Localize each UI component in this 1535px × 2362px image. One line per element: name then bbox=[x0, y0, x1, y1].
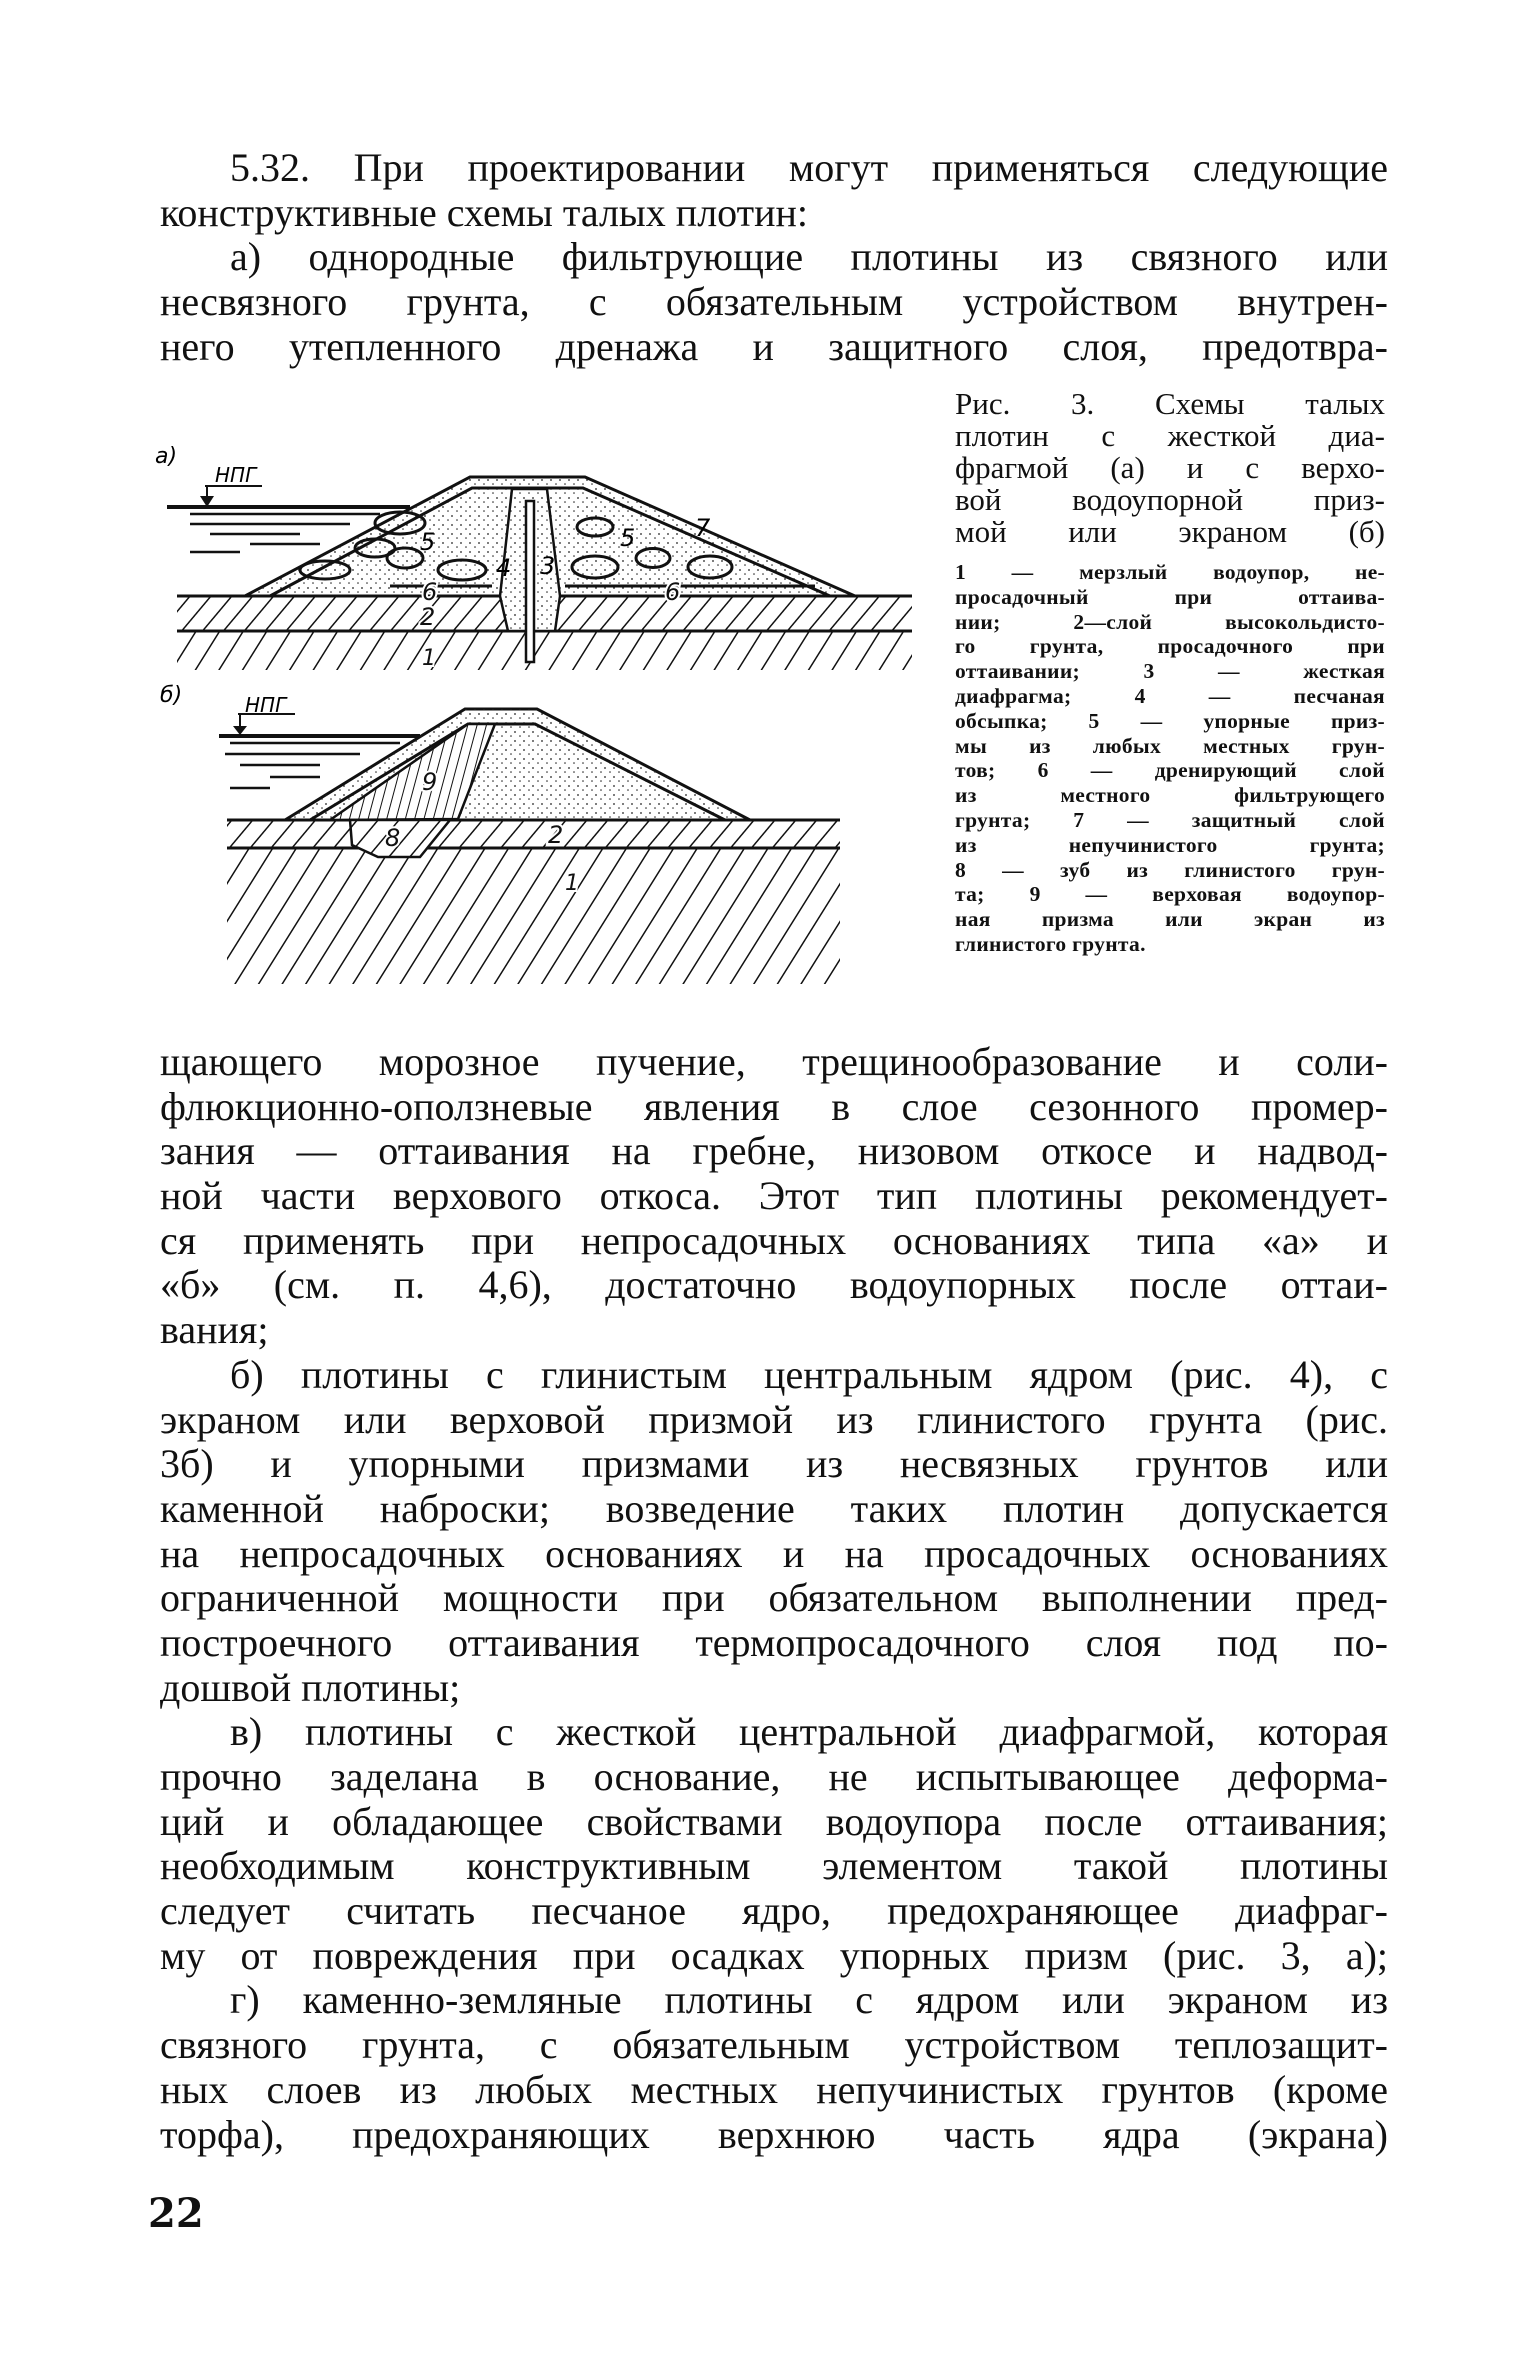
text-line: связного грунта, с обязательным устройством теплозащит- bbox=[160, 2022, 1388, 2068]
text-line: ограниченной мощности при обязательном выполнении пред- bbox=[160, 1575, 1388, 1621]
page-number: 22 bbox=[148, 2190, 204, 2237]
label-5: 5 bbox=[620, 524, 636, 552]
caption-legend bbox=[955, 560, 1385, 957]
label-6: 6 bbox=[422, 578, 438, 606]
text-line: мой или экраном (б) bbox=[955, 514, 1385, 549]
water-level-label: НПГ bbox=[245, 693, 287, 717]
figure-caption bbox=[955, 388, 1385, 957]
text-line: 8 — зуб из глинистого грун- bbox=[955, 857, 1385, 882]
water-level-label: НПГ bbox=[215, 463, 257, 487]
text-line: глинистого грунта. bbox=[955, 931, 1146, 956]
text-line: «б» (см. п. 4,6), достаточно водоупорных после оттаи- bbox=[160, 1262, 1388, 1308]
text-line: оттаивании; 3 — жесткая bbox=[955, 659, 1385, 684]
text-line: обсыпка; 5 — упорные приз- bbox=[955, 708, 1385, 733]
text-line: ной части верхового откоса. Этот тип плотины рекомендует- bbox=[160, 1173, 1388, 1219]
text-line: та; 9 — верховая водоупор- bbox=[955, 882, 1385, 907]
caption-title bbox=[955, 388, 1385, 548]
text-line: ных слоев из любых местных непучинистых грунтов (кроме bbox=[160, 2066, 1388, 2112]
text-line: му от повреждения при осадках упорных призм (рис. 3, а); bbox=[160, 1932, 1388, 1978]
text-line: прочно заделана в основание, не испытывающее деформа- bbox=[160, 1754, 1388, 1799]
text-block-bottom bbox=[160, 1040, 1388, 2157]
text-line: 1 — мерзлый водоупор, не- bbox=[955, 560, 1385, 584]
text-line: следует считать песчаное ядро, предохраняющее диафраг- bbox=[160, 1888, 1388, 1934]
scheme-b bbox=[160, 683, 840, 984]
text-line: б) плотины с глинистым центральным ядром (рис. 4), с bbox=[230, 1351, 1388, 1397]
text-line: грунта; 7 — защитный слой bbox=[955, 807, 1385, 832]
text-line: плотин с жесткой диа- bbox=[955, 418, 1385, 453]
label-3: 3 bbox=[540, 552, 556, 580]
text-line: вания; bbox=[160, 1307, 269, 1353]
text-block-top bbox=[160, 146, 1388, 369]
text-line: просадочный при оттаива- bbox=[955, 584, 1385, 609]
label-7: 7 bbox=[695, 514, 711, 542]
label-8: 8 bbox=[385, 824, 401, 852]
text-line: 5.32. При проектировании могут применяться следующие bbox=[230, 145, 1388, 190]
text-line: каменной наброски; возведение таких плотин допускается bbox=[160, 1485, 1388, 1531]
text-line: го грунта, просадочного при bbox=[955, 634, 1385, 659]
text-line: несвязного грунта, с обязательным устройством внутрен- bbox=[160, 279, 1388, 325]
label-2: 2 bbox=[548, 821, 564, 849]
figure-dam-schemes bbox=[150, 430, 930, 1000]
text-line: из местного фильтрующего bbox=[955, 783, 1385, 808]
text-line: конструктивные схемы талых плотин: bbox=[160, 189, 809, 235]
label-1: 1 bbox=[565, 871, 579, 896]
text-line: щающего морозное пучение, трещинообразование и соли- bbox=[160, 1039, 1388, 1084]
label-5: 5 bbox=[420, 528, 436, 556]
text-line: тов; 6 — дренирующий слой bbox=[955, 758, 1385, 783]
text-line: в) плотины с жесткой центральной диафрагмой, которая bbox=[230, 1709, 1388, 1755]
text-line: ная призма или экран из bbox=[955, 907, 1385, 932]
label-2: 2 bbox=[420, 603, 436, 631]
text-line: необходимым конструктивным элементом такой плотины bbox=[160, 1843, 1388, 1889]
text-line: мы из любых местных грун- bbox=[955, 733, 1385, 758]
text-line: флюкционно-оползневые явления в слое сезонного промер- bbox=[160, 1083, 1388, 1129]
text-line: зания — оттаивания на гребне, низовом откосе и надвод- bbox=[160, 1128, 1388, 1174]
text-line: на непросадочных основаниях и на просадочных основаниях bbox=[160, 1530, 1388, 1576]
text-line: нии; 2—слой высокольдисто- bbox=[955, 609, 1385, 634]
scheme-a-label: а) bbox=[155, 444, 178, 469]
label-1: 1 bbox=[422, 646, 436, 671]
text-line: фрагмой (а) и с верхо- bbox=[955, 450, 1385, 485]
text-line: построечного оттаивания термопросадочного слоя под по- bbox=[160, 1619, 1388, 1665]
text-line: Рис. 3. Схемы талых bbox=[955, 386, 1385, 421]
text-line: дошвой плотины; bbox=[160, 1664, 461, 1710]
text-line: вой водоупорной приз- bbox=[955, 482, 1385, 517]
label-9: 9 bbox=[422, 768, 438, 796]
label-6: 6 bbox=[665, 578, 681, 606]
text-line: а) однородные фильтрующие плотины из связного или bbox=[230, 234, 1388, 280]
text-line: 3б) и упорными призмами из несвязных грунтов или bbox=[160, 1441, 1388, 1487]
text-line: него утепленного дренажа и защитного слоя, предотвра- bbox=[160, 323, 1388, 369]
text-line: диафрагма; 4 — песчаная bbox=[955, 683, 1385, 708]
text-line: ся применять при непросадочных основаниях типа «а» и bbox=[160, 1217, 1388, 1263]
label-4: 4 bbox=[496, 554, 512, 582]
scheme-a bbox=[155, 444, 912, 671]
text-line: из непучинистого грунта; bbox=[955, 832, 1385, 857]
text-line: г) каменно-земляные плотины с ядром или экраном из bbox=[230, 1977, 1388, 2023]
text-line: торфа), предохраняющих верхнюю часть ядра (экрана) bbox=[160, 2111, 1388, 2157]
text-line: экраном или верховой призмой из глинистого грунта (рис. bbox=[160, 1396, 1388, 1442]
scheme-b-label: б) bbox=[160, 683, 183, 708]
text-line: ций и обладающее свойствами водоупора после оттаивания; bbox=[160, 1798, 1388, 1844]
